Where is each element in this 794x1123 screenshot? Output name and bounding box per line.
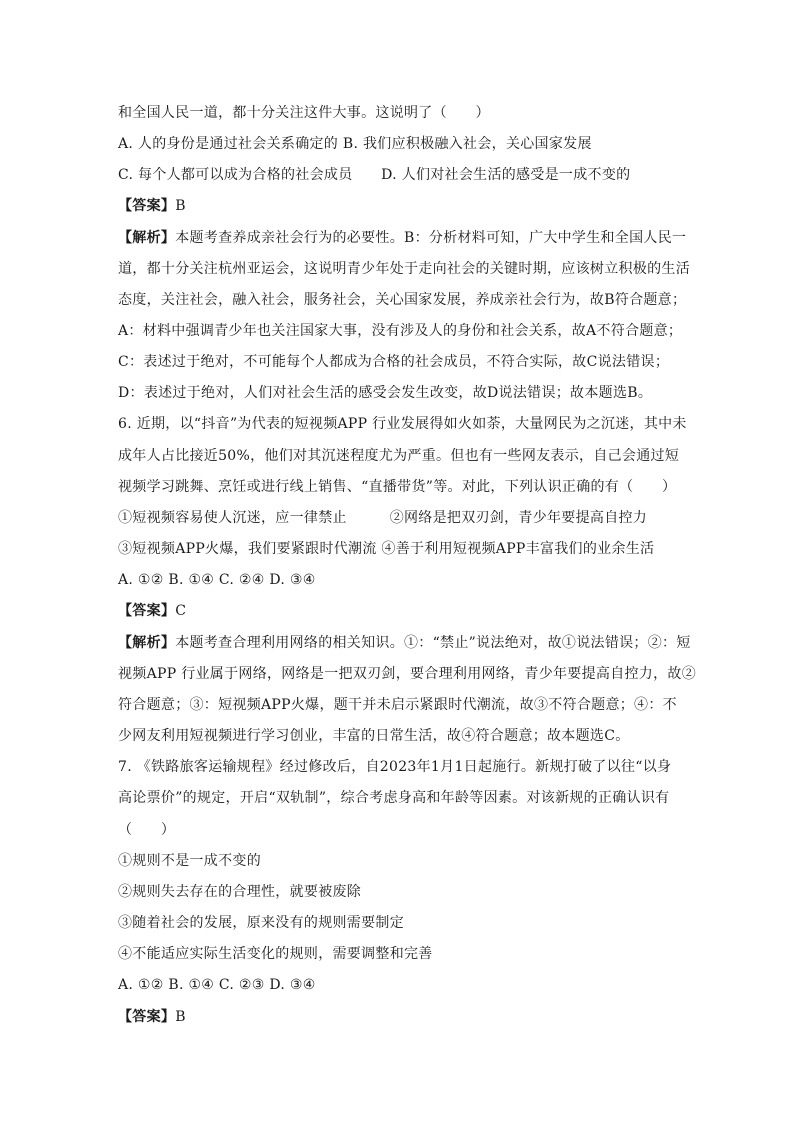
- answer-label: 【答案】: [118, 198, 176, 214]
- analysis-line: D：表述过于绝对，人们对社会生活的感受会发生改变，故D说法错误；故本题选B。: [118, 385, 653, 401]
- question-stem-line: 成年人占比接近50%，他们对其沉迷程度尤为严重。但也有一些网友表示，自己会通过短: [118, 448, 680, 464]
- question-stem-line: 高论票价”的规定，开启“双轨制”，综合考虑身高和年龄等因素。对该新规的正确认识有: [118, 790, 670, 806]
- answer-value: B: [175, 1009, 186, 1025]
- option-line: A. ①② B. ①④ C. ②④ D. ③④: [118, 572, 316, 588]
- question-stem-line: （ ）: [118, 822, 176, 838]
- question-stem-line: 6. 近期，以“抖音”为代表的短视频APP 行业发展得如火如荼，大量网民为之沉迷，其中未: [118, 416, 687, 432]
- question-stem-line: 7. 《铁路旅客运输规程》经过修改后，自2023年1月1日起施行。新规打破了以往“以身: [118, 759, 672, 775]
- statement-line: ①短视频容易使人沉迷，应一律禁止 ②网络是把双刃剑，青少年要提高自控力: [118, 510, 648, 526]
- analysis-line: A：材料中强调青少年也关注国家大事，没有涉及人的身份和社会关系，故A不符合题意；: [118, 323, 683, 339]
- question-stem-line: 视频学习跳舞、烹饪或进行线上销售、“直播带货”等。对此，下列认识正确的有（ ）: [118, 479, 677, 495]
- analysis-line: 少网友利用短视频进行学习创业，丰富的日常生活，故④符合题意；故本题选C。: [118, 728, 630, 744]
- option-line: C. 每个人都可以成为合格的社会成员 D. 人们对社会生活的感受是一成不变的: [118, 167, 631, 183]
- statement-line: ②规则失去存在的合理性，就要被废除: [118, 884, 362, 900]
- answer-line: [118, 1007, 186, 1027]
- answer-line: [118, 196, 186, 216]
- analysis-line: 道，都十分关注杭州亚运会，这说明青少年处于走向社会的关键时期，应该树立积极的生活: [118, 261, 690, 277]
- analysis-line: 符合题意；③：短视频APP火爆，题干并未启示紧跟时代潮流，故③不符合题意；④：不: [118, 697, 677, 713]
- answer-line: [118, 601, 186, 621]
- analysis-label: 【解析】: [118, 230, 176, 246]
- question-stem-line: 和全国人民一道，都十分关注这件大事。这说明了（ ）: [118, 105, 490, 121]
- analysis-label: 【解析】: [118, 635, 176, 651]
- statement-line: ①规则不是一成不变的: [118, 853, 261, 869]
- statement-line: ③短视频APP火爆，我们要紧跟时代潮流 ④善于利用短视频APP丰富我们的业余生活: [118, 541, 655, 557]
- answer-label: 【答案】: [118, 603, 176, 619]
- answer-label: 【答案】: [118, 1009, 176, 1025]
- analysis-line: 【解析】本题考查合理利用网络的相关知识。①：“禁止”说法绝对，故①说法错误；②：短: [118, 635, 691, 651]
- analysis-line: 视频APP 行业属于网络，网络是一把双刃剑，要合理利用网络，青少年要提高自控力，故②: [118, 666, 696, 682]
- option-line: A. ①② B. ①④ C. ②③ D. ③④: [118, 977, 316, 993]
- answer-value: C: [175, 603, 187, 619]
- statement-line: ③随着社会的发展，原来没有的规则需要制定: [118, 915, 404, 931]
- analysis-line: C：表述过于绝对，不可能每个人都成为合格的社会成员，不符合实际，故C说法错误；: [118, 354, 670, 370]
- answer-value: B: [175, 198, 186, 214]
- option-line: A. 人的身份是通过社会关系确定的 B. 我们应积极融入社会，关心国家发展: [118, 136, 592, 152]
- analysis-line: 【解析】本题考查养成亲社会行为的必要性。B：分析材料可知，广大中学生和全国人民一: [118, 230, 687, 246]
- analysis-line: 态度，关注社会，融入社会，服务社会，关心国家发展，养成亲社会行为，故B符合题意；: [118, 292, 687, 308]
- statement-line: ④不能适应实际生活变化的规则，需要调整和完善: [118, 946, 433, 962]
